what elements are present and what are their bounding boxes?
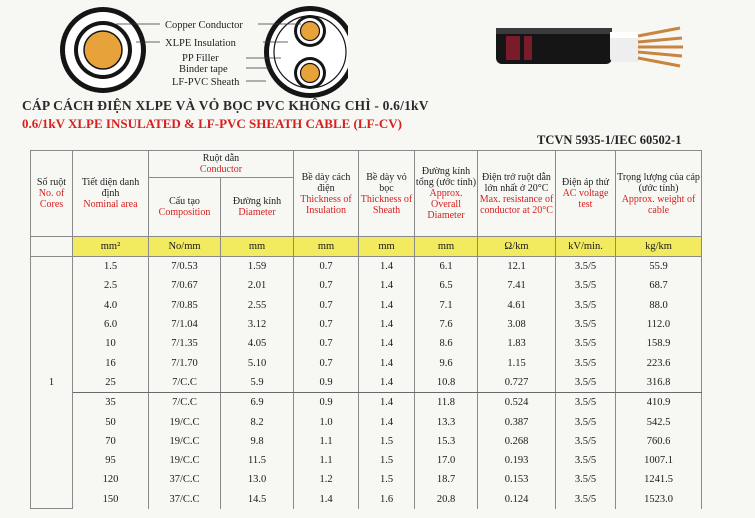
table-cell: 8.6 (415, 334, 478, 353)
table-row (31, 257, 702, 277)
diagram-label-binder: Binder tape (179, 64, 228, 75)
table-row (31, 276, 702, 295)
unit-cell: Ω/km (478, 237, 556, 257)
table-cell: 0.7 (294, 353, 359, 372)
table-cell: 16 (73, 353, 149, 372)
unit-cell: No/mm (149, 237, 221, 257)
table-cell: 1.4 (359, 296, 415, 315)
table-cell: 1.15 (478, 353, 556, 372)
unit-cell: mm² (73, 237, 149, 257)
table-cell: 3.5/5 (556, 490, 616, 509)
table-cell: 88.0 (616, 296, 702, 315)
single-core-section (60, 7, 146, 93)
header-conductor: Ruột dẫn Conductor (149, 151, 294, 178)
table-cell: 3.5/5 (556, 257, 616, 277)
table-cell: 120 (73, 470, 149, 489)
table-cell: 316.8 (616, 373, 702, 393)
table-cell: 7/0.53 (149, 257, 221, 277)
table-cell: 1.4 (359, 373, 415, 393)
table-cell: 11.5 (221, 451, 294, 470)
table-cell: 0.9 (294, 393, 359, 413)
table-cell: 3.5/5 (556, 412, 616, 431)
table-cell: 1.4 (359, 276, 415, 295)
table-cell: 6.0 (73, 315, 149, 334)
table-row (31, 451, 702, 470)
table-row (31, 373, 702, 393)
table-cell: 1.4 (359, 334, 415, 353)
table-cell: 2.01 (221, 276, 294, 295)
table-cell: 760.6 (616, 432, 702, 451)
table-cell: 19/C.C (149, 412, 221, 431)
table-cell: 1.6 (359, 490, 415, 509)
table-cell: 3.12 (221, 315, 294, 334)
table-cell: 1241.5 (616, 470, 702, 489)
table-cell: 9.8 (221, 432, 294, 451)
table-cell: 3.5/5 (556, 334, 616, 353)
table-cell: 0.9 (294, 373, 359, 393)
table-cell: 6.9 (221, 393, 294, 413)
table-cell: 0.7 (294, 296, 359, 315)
table-cell: 3.5/5 (556, 315, 616, 334)
table-body (31, 257, 702, 509)
title-english: 0.6/1kV XLPE INSULATED & LF-PVC SHEATH CABLE (LF-CV) (22, 116, 402, 131)
table-cell: 3.5/5 (556, 393, 616, 413)
cable-cross-section-diagram (8, 0, 348, 100)
table-cell: 18.7 (415, 470, 478, 489)
unit-cell: kg/km (616, 237, 702, 257)
table-cell: 1007.1 (616, 451, 702, 470)
header-max-resistance: Điện trở ruột dẫn lớn nhất ở 20°C Max. resistance of conductor at 20°C (478, 151, 556, 237)
table-cell: 12.1 (478, 257, 556, 277)
table-cell: 0.7 (294, 276, 359, 295)
table-cell: 3.5/5 (556, 451, 616, 470)
cores-cell: 1 (31, 257, 73, 509)
table-cell: 4.05 (221, 334, 294, 353)
table-cell: 158.9 (616, 334, 702, 353)
table-cell: 3.5/5 (556, 353, 616, 372)
table-cell: 50 (73, 412, 149, 431)
table-cell: 1.4 (294, 490, 359, 509)
diagram-label-conductor: Copper Conductor (165, 20, 243, 31)
table-cell: 5.9 (221, 373, 294, 393)
table-cell: 2.55 (221, 296, 294, 315)
table-cell: 3.5/5 (556, 470, 616, 489)
table-cell: 1.4 (359, 412, 415, 431)
table-cell: 0.268 (478, 432, 556, 451)
table-cell: 70 (73, 432, 149, 451)
table-cell: 15.3 (415, 432, 478, 451)
units-row (31, 237, 702, 257)
table-cell: 20.8 (415, 490, 478, 509)
table-cell: 0.387 (478, 412, 556, 431)
table-cell: 35 (73, 393, 149, 413)
table-cell: 4.61 (478, 296, 556, 315)
table-cell: 1.1 (294, 432, 359, 451)
table-cell: 0.124 (478, 490, 556, 509)
table-cell: 37/C.C (149, 470, 221, 489)
table-cell: 7/0.67 (149, 276, 221, 295)
header-sheath-thickness: Bề dày vỏ bọc Thickness of Sheath (359, 151, 415, 237)
table-cell: 6.1 (415, 257, 478, 277)
table-row (31, 432, 702, 451)
table-row (31, 296, 702, 315)
table-cell: 1.5 (359, 451, 415, 470)
table-cell: 4.0 (73, 296, 149, 315)
table-cell: 7/1.04 (149, 315, 221, 334)
table-cell: 150 (73, 490, 149, 509)
table-cell: 6.5 (415, 276, 478, 295)
table-row (31, 393, 702, 413)
table-cell: 1.59 (221, 257, 294, 277)
table-cell: 19/C.C (149, 432, 221, 451)
table-cell: 0.524 (478, 393, 556, 413)
table-cell: 1.4 (359, 353, 415, 372)
table-cell: 13.3 (415, 412, 478, 431)
table-cell: 7/C.C (149, 393, 221, 413)
unit-cell: mm (415, 237, 478, 257)
table-cell: 0.727 (478, 373, 556, 393)
table-cell: 1.4 (359, 257, 415, 277)
table-cell: 1.5 (359, 470, 415, 489)
table-cell: 55.9 (616, 257, 702, 277)
table-cell: 0.7 (294, 315, 359, 334)
table-row (31, 353, 702, 372)
unit-cell: kV/min. (556, 237, 616, 257)
table-cell: 95 (73, 451, 149, 470)
table-cell: 19/C.C (149, 451, 221, 470)
diagram-label-sheath: LF-PVC Sheath (172, 77, 240, 88)
table-cell: 14.5 (221, 490, 294, 509)
table-cell: 10 (73, 334, 149, 353)
table-cell: 7/1.70 (149, 353, 221, 372)
table-cell: 7/1.35 (149, 334, 221, 353)
table-cell: 3.5/5 (556, 432, 616, 451)
table-cell: 9.6 (415, 353, 478, 372)
diagram-label-filler: PP Filler (182, 53, 219, 64)
table-cell: 3.5/5 (556, 296, 616, 315)
table-cell: 1.2 (294, 470, 359, 489)
table-row (31, 334, 702, 353)
table-cell: 3.5/5 (556, 276, 616, 295)
table-cell: 7/0.85 (149, 296, 221, 315)
table-cell: 8.2 (221, 412, 294, 431)
header-overall-diameter: Đường kính tổng (ước tính) Approx. Overall Diameter (415, 151, 478, 237)
table-cell: 17.0 (415, 451, 478, 470)
header-cable-weight: Trọng lượng của cáp (ước tính) Approx. weight of cable (616, 151, 702, 237)
cable-spec-table (30, 150, 702, 509)
header-nominal-area: Tiết diện danh định Nominal area (73, 151, 149, 237)
table-cell: 37/C.C (149, 490, 221, 509)
table-cell: 25 (73, 373, 149, 393)
table-cell: 542.5 (616, 412, 702, 431)
table-cell: 1.83 (478, 334, 556, 353)
table-cell: 1523.0 (616, 490, 702, 509)
unit-cell: mm (359, 237, 415, 257)
diagram-label-insulation: XLPE Insulation (165, 38, 236, 49)
sheath-print-mark (506, 36, 532, 60)
table-cell: 223.6 (616, 353, 702, 372)
table-cell: 7.41 (478, 276, 556, 295)
standard-reference: TCVN 5935-1/IEC 60502-1 (537, 133, 682, 147)
table-cell: 11.8 (415, 393, 478, 413)
table-row (31, 412, 702, 431)
two-core-section (264, 6, 348, 98)
table-cell: 7.6 (415, 315, 478, 334)
table-cell: 7.1 (415, 296, 478, 315)
table-cell: 5.10 (221, 353, 294, 372)
header-cores: Số ruột No. of Cores (31, 151, 73, 237)
table-cell: 3.08 (478, 315, 556, 334)
table-cell: 1.1 (294, 451, 359, 470)
cable-product-photo (490, 14, 690, 74)
table-cell: 10.8 (415, 373, 478, 393)
unit-cell: mm (294, 237, 359, 257)
table-cell: 0.7 (294, 257, 359, 277)
table-row (31, 470, 702, 489)
table-cell: 7/C.C (149, 373, 221, 393)
table-row (31, 315, 702, 334)
table-cell: 2.5 (73, 276, 149, 295)
table-cell: 68.7 (616, 276, 702, 295)
table-cell: 1.5 (359, 432, 415, 451)
table-cell: 112.0 (616, 315, 702, 334)
table-cell: 3.5/5 (556, 373, 616, 393)
table-cell: 1.4 (359, 315, 415, 334)
table-cell: 0.193 (478, 451, 556, 470)
header-voltage-test: Điện áp thử AC voltage test (556, 151, 616, 237)
title-vietnamese: CÁP CÁCH ĐIỆN XLPE VÀ VỎ BỌC PVC KHÔNG CHÌ - 0.6/1kV (22, 98, 429, 113)
table-cell: 1.0 (294, 412, 359, 431)
table-row (31, 490, 702, 509)
table-cell: 0.153 (478, 470, 556, 489)
table-cell: 410.9 (616, 393, 702, 413)
table-cell: 0.7 (294, 334, 359, 353)
unit-cell: mm (221, 237, 294, 257)
table-cell: 1.4 (359, 393, 415, 413)
header-diameter: Đường kính Diameter (221, 178, 294, 237)
header-composition: Cấu tạo Composition (149, 178, 221, 237)
table-cell: 1.5 (73, 257, 149, 277)
header-insulation-thickness: Bề dày cách điện Thickness of Insulation (294, 151, 359, 237)
table-cell: 13.0 (221, 470, 294, 489)
